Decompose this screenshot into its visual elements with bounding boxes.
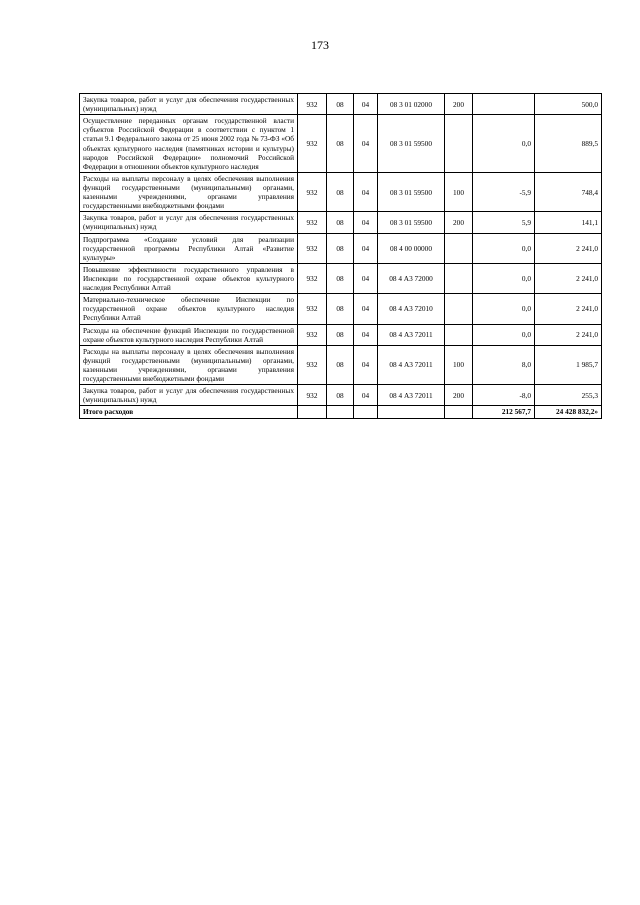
table-body — [80, 94, 602, 419]
amount-total: 2 241,0 — [535, 233, 602, 263]
subsection-code: 04 — [354, 385, 378, 406]
section-code: 08 — [327, 263, 354, 293]
amount-total: 2 241,0 — [535, 324, 602, 345]
amount-total: 889,5 — [535, 115, 602, 173]
totals-empty-cell — [378, 406, 445, 418]
row-description: Материально-техническое обеспечение Инспекции по государственной охране объектов культурного наследия Республики Алтай — [80, 294, 298, 324]
ministry-code: 932 — [298, 94, 327, 115]
ministry-code: 932 — [298, 233, 327, 263]
page-number: 173 — [311, 38, 329, 52]
row-description: Расходы на выплаты персоналу в целях обеспечения выполнения функций государственными (муниципальными) органами, казенными учреждениями, органами управления государственными внебюджетными фондами — [80, 345, 298, 384]
subsection-code: 04 — [354, 172, 378, 211]
table-row — [80, 94, 602, 115]
table-row — [80, 212, 602, 233]
target-article-code: 08 4 А3 72011 — [378, 385, 445, 406]
target-article-code: 08 3 01 59500 — [378, 115, 445, 173]
ministry-code: 932 — [298, 385, 327, 406]
section-code: 08 — [327, 94, 354, 115]
amount-total: 500,0 — [535, 94, 602, 115]
ministry-code: 932 — [298, 294, 327, 324]
budget-table — [79, 93, 602, 419]
subsection-code: 04 — [354, 115, 378, 173]
amount-change: 0,0 — [473, 294, 535, 324]
expense-type-code: 200 — [445, 212, 473, 233]
ministry-code: 932 — [298, 324, 327, 345]
section-code: 08 — [327, 324, 354, 345]
expense-type-code: 100 — [445, 345, 473, 384]
expense-type-code — [445, 115, 473, 173]
totals-empty-cell — [354, 406, 378, 418]
target-article-code: 08 3 01 02000 — [378, 94, 445, 115]
ministry-code: 932 — [298, 115, 327, 173]
amount-total: 2 241,0 — [535, 294, 602, 324]
ministry-code: 932 — [298, 212, 327, 233]
ministry-code: 932 — [298, 263, 327, 293]
table-row — [80, 115, 602, 173]
amount-total: 141,1 — [535, 212, 602, 233]
row-description: Повышение эффективности государственного управления в Инспекции по государственной охране объектов культурного наследия Республики Алтай — [80, 263, 298, 293]
ministry-code: 932 — [298, 345, 327, 384]
expense-type-code — [445, 324, 473, 345]
table-row — [80, 294, 602, 324]
row-description: Расходы на выплаты персоналу в целях обеспечения выполнения функций государственными (муниципальными) органами, казенными учреждениями, органами управления государственными внебюджетными фондами — [80, 172, 298, 211]
section-code: 08 — [327, 172, 354, 211]
expense-type-code: 200 — [445, 94, 473, 115]
amount-change: -5,9 — [473, 172, 535, 211]
amount-total: 255,3 — [535, 385, 602, 406]
subsection-code: 04 — [354, 324, 378, 345]
target-article-code: 08 4 А3 72011 — [378, 324, 445, 345]
section-code: 08 — [327, 212, 354, 233]
row-description: Закупка товаров, работ и услуг для обеспечения государственных (муниципальных) нужд — [80, 94, 298, 115]
totals-empty-cell — [445, 406, 473, 418]
subsection-code: 04 — [354, 345, 378, 384]
section-code: 08 — [327, 294, 354, 324]
row-description: Расходы на обеспечение функций Инспекции по государственной охране объектов культурного наследия Республики Алтай — [80, 324, 298, 345]
totals-change: 212 567,7 — [473, 406, 535, 418]
table-row — [80, 385, 602, 406]
amount-total: 1 985,7 — [535, 345, 602, 384]
target-article-code: 08 4 А3 72010 — [378, 294, 445, 324]
row-description: Осуществление переданных органам государственной власти субъектов Российской Федерации в соответствии с пунктом 1 статьи 9.1 Федерального закона от 25 июня 2002 года № 73-ФЗ «Об объектах культурного наследия (памятниках истории и культуры) народов Российской Федерации» полномочий Российской Федерации в отношении объектов культурного наследия — [80, 115, 298, 173]
section-code: 08 — [327, 115, 354, 173]
table-row — [80, 263, 602, 293]
expense-type-code — [445, 263, 473, 293]
subsection-code: 04 — [354, 212, 378, 233]
amount-total: 748,4 — [535, 172, 602, 211]
target-article-code: 08 3 01 59500 — [378, 172, 445, 211]
expense-type-code: 100 — [445, 172, 473, 211]
amount-change: 0,0 — [473, 115, 535, 173]
amount-change: -8,0 — [473, 385, 535, 406]
ministry-code: 932 — [298, 172, 327, 211]
subsection-code: 04 — [354, 263, 378, 293]
target-article-code: 08 4 А3 72011 — [378, 345, 445, 384]
amount-total: 2 241,0 — [535, 263, 602, 293]
subsection-code: 04 — [354, 294, 378, 324]
expense-type-code — [445, 294, 473, 324]
amount-change: 0,0 — [473, 324, 535, 345]
table-row — [80, 172, 602, 211]
target-article-code: 08 3 01 59500 — [378, 212, 445, 233]
totals-total: 24 428 832,2» — [535, 406, 602, 418]
table-row — [80, 233, 602, 263]
target-article-code: 08 4 00 00000 — [378, 233, 445, 263]
amount-change: 5,9 — [473, 212, 535, 233]
subsection-code: 04 — [354, 233, 378, 263]
expense-type-code: 200 — [445, 385, 473, 406]
expense-type-code — [445, 233, 473, 263]
section-code: 08 — [327, 345, 354, 384]
totals-row — [80, 406, 602, 418]
amount-change: 0,0 — [473, 233, 535, 263]
subsection-code: 04 — [354, 94, 378, 115]
table-row — [80, 324, 602, 345]
totals-empty-cell — [298, 406, 327, 418]
amount-change — [473, 94, 535, 115]
target-article-code: 08 4 А3 72000 — [378, 263, 445, 293]
row-description: Подпрограмма «Создание условий для реализации государственной программы Республики Алтай «Развитие культуры» — [80, 233, 298, 263]
row-description: Закупка товаров, работ и услуг для обеспечения государственных (муниципальных) нужд — [80, 212, 298, 233]
totals-label: Итого расходов — [80, 406, 298, 418]
row-description: Закупка товаров, работ и услуг для обеспечения государственных (муниципальных) нужд — [80, 385, 298, 406]
amount-change: 8,0 — [473, 345, 535, 384]
totals-empty-cell — [327, 406, 354, 418]
section-code: 08 — [327, 233, 354, 263]
amount-change: 0,0 — [473, 263, 535, 293]
section-code: 08 — [327, 385, 354, 406]
table-row — [80, 345, 602, 384]
